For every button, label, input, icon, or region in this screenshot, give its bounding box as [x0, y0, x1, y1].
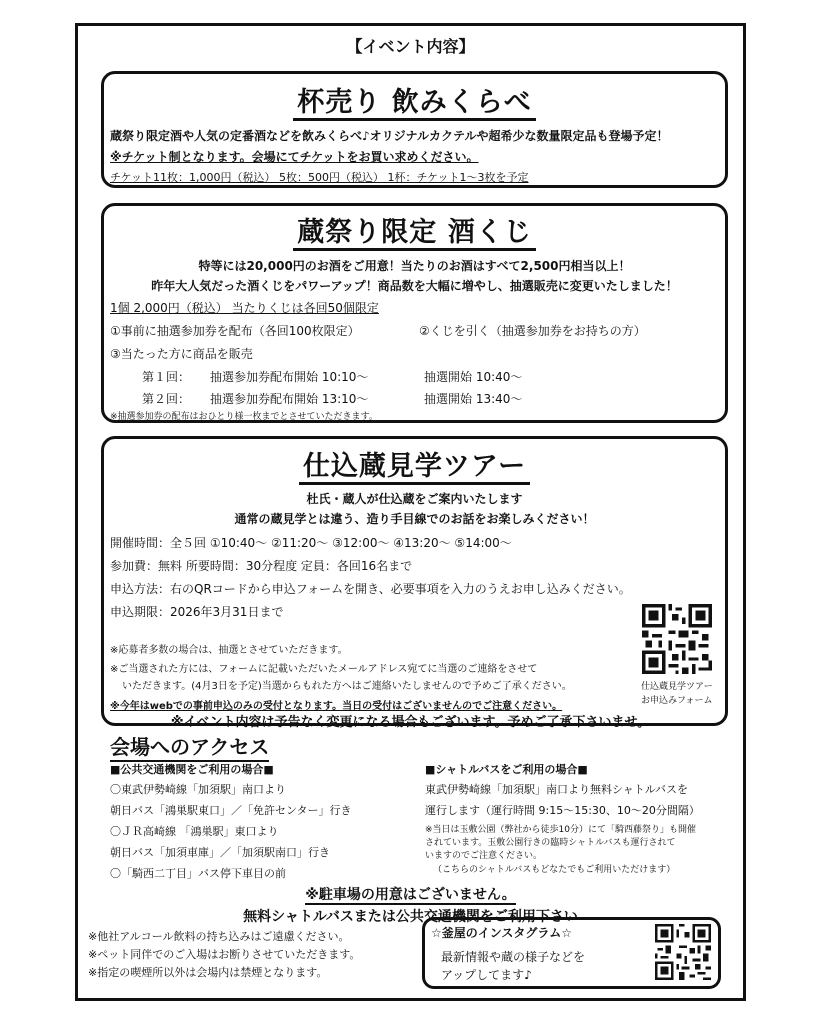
instagram-qr-code[interactable] [655, 924, 711, 980]
lottery-step3: ③当たった方に商品を販売 [110, 347, 253, 361]
shuttle-note-4: （こちらのシャトルバスもどなたでもご利用いただけます） [433, 865, 676, 875]
round1-label: 第１回： [142, 370, 191, 384]
shuttle-line-1: 東武伊勢崎線「加須駅」南口より無料シャトルバスを [425, 783, 689, 796]
shuttle-note-3: いますのでご注意ください。 [425, 851, 543, 861]
public-line-5: 〇「騎西二丁目」バス停下車目の前 [110, 867, 286, 880]
footer-note-1: ※他社アルコール飲料の持ち込みはご遠慮ください。 [88, 930, 350, 943]
tour-note1: ※応募者多数の場合は、抽選とさせていただきます。 [110, 645, 348, 656]
sake-tasting-title: 杯売り 飲みくらべ [293, 87, 535, 121]
round1-draw: 抽選開始 10:40～ [424, 370, 523, 384]
round2-draw: 抽選開始 13:40～ [424, 392, 523, 406]
no-parking-note: ※駐車場の用意はございません。 [305, 887, 516, 903]
lottery-step2: ②くじを引く（抽選参加券をお持ちの方） [419, 324, 646, 338]
tour-fee: 参加費：無料 所要時間：30分程度 定員：各回16名まで [110, 559, 413, 573]
public-line-4: 朝日バス「加須車庫」／「加須駅南口」行き [110, 846, 330, 859]
sake-tasting-ticket-note: ※チケット制となります。会場にてチケットをお買い求めください。 [110, 150, 479, 164]
footer-note-3: ※指定の喫煙所以外は会場内は禁煙となります。 [88, 966, 328, 979]
tour-note3: ※今年はwebでの事前申込のみの受付となります。当日の受付はございませんのでご注意ください。 [110, 701, 563, 712]
instagram-line-1: 最新情報や蔵の様子などを [441, 950, 586, 964]
tour-sub1: 杜氏・蔵人が仕込蔵をご案内いたします [306, 492, 523, 506]
lottery-title: 蔵祭り限定 酒くじ [293, 217, 535, 251]
lottery-line2: 昨年大人気だった酒くじをパワーアップ！商品数を大幅に増やし、抽選販売に変更いたしました！ [151, 279, 678, 293]
sake-tasting-box [101, 71, 728, 188]
shuttle-heading: ■シャトルバスをご利用の場合■ [425, 763, 588, 776]
lottery-box [101, 203, 728, 423]
shuttle-note-1: ※当日は玉敷公園（弊社から徒歩10分）にて「騎西藤祭り」も開催 [425, 825, 696, 835]
round1-distribution: 抽選参加券配布開始 10:10～ [210, 370, 369, 384]
lottery-note: ※抽選参加券の配布はおひとり様一枚までとさせていただきます。 [110, 412, 378, 422]
tour-deadline: 申込期限：2026年3月31日まで [110, 605, 284, 619]
lottery-step1: ①事前に抽選参加券を配布（各回100枚限定） [110, 324, 360, 338]
tour-apply: 申込方法：右のQRコードから申込フォームを開き、必要事項を入力のうえお申し込みください。 [110, 582, 631, 596]
use-transit-note: 無料シャトルバスまたは公共交通機関をご利用下さい [243, 909, 578, 925]
flyer-frame [75, 23, 746, 1001]
access-title: 会場へのアクセス [110, 731, 269, 762]
tour-qr-code[interactable] [642, 604, 712, 674]
change-note: ※イベント内容は予告なく変更になる場合もございます。予めご了承下さいませ。 [170, 715, 651, 730]
instagram-line-2: アップしてます♪ [441, 968, 532, 982]
lottery-price: 1個 2,000円（税込） 当たりくじは各回50個限定 [110, 301, 379, 315]
qr-caption-2: お申込みフォーム [641, 696, 713, 706]
section-header: 【イベント内容】 [346, 37, 475, 56]
lottery-line1: 特等には20,000円のお酒をご用意！当たりのお酒はすべて2,500円相当以上！ [198, 259, 631, 273]
tour-sub2: 通常の蔵見学とは違う、造り手目線でのお話をお楽しみください！ [234, 512, 595, 526]
sake-tasting-prices: チケット11枚：1,000円（税込） 5枚：500円（税込） 1杯：チケット1～3枚を予定 [110, 171, 529, 184]
public-line-3: 〇ＪＲ高崎線 「鴻巣駅」東口より [110, 825, 279, 838]
tour-box [101, 436, 728, 726]
public-line-2: 朝日バス「鴻巣駅東口」／「免許センター」行き [110, 804, 352, 817]
shuttle-note-2: されています。玉敷公園行きの臨時シャトルバスも運行されて [425, 838, 676, 848]
sake-tasting-desc: 蔵祭り限定酒や人気の定番酒などを飲みくらべ♪オリジナルカクテルや超希少な数量限定品も登場予定！ [110, 129, 669, 143]
tour-note2b: いただきます。(4月3日を予定)当選からもれた方へはご連絡いたしませんので予めご了承ください。 [122, 681, 572, 692]
tour-times: 開催時間：全５回 ①10:40～ ②11:20～ ③12:00～ ④13:20～ ⑤14:00～ [110, 536, 512, 550]
shuttle-line-2: 運行します（運行時間 9:15～15:30、10～20分間隔） [425, 804, 700, 817]
instagram-box [422, 917, 721, 989]
qr-caption-1: 仕込蔵見学ツアー [641, 682, 713, 692]
tour-note2a: ※ご当選された方には、フォームに記載いただいたメールアドレス宛てに当選のご連絡をさせて [110, 664, 538, 675]
instagram-title: ☆釜屋のインスタグラム☆ [431, 926, 573, 940]
public-transit-heading: ■公共交通機関をご利用の場合■ [110, 763, 274, 776]
round2-label: 第２回： [142, 392, 191, 406]
round2-distribution: 抽選参加券配布開始 13:10～ [210, 392, 369, 406]
public-line-1: 〇東武伊勢崎線「加須駅」南口より [110, 783, 286, 796]
tour-title: 仕込蔵見学ツアー [299, 451, 530, 485]
footer-note-2: ※ペット同伴でのご入場はお断りさせていただきます。 [88, 948, 361, 961]
